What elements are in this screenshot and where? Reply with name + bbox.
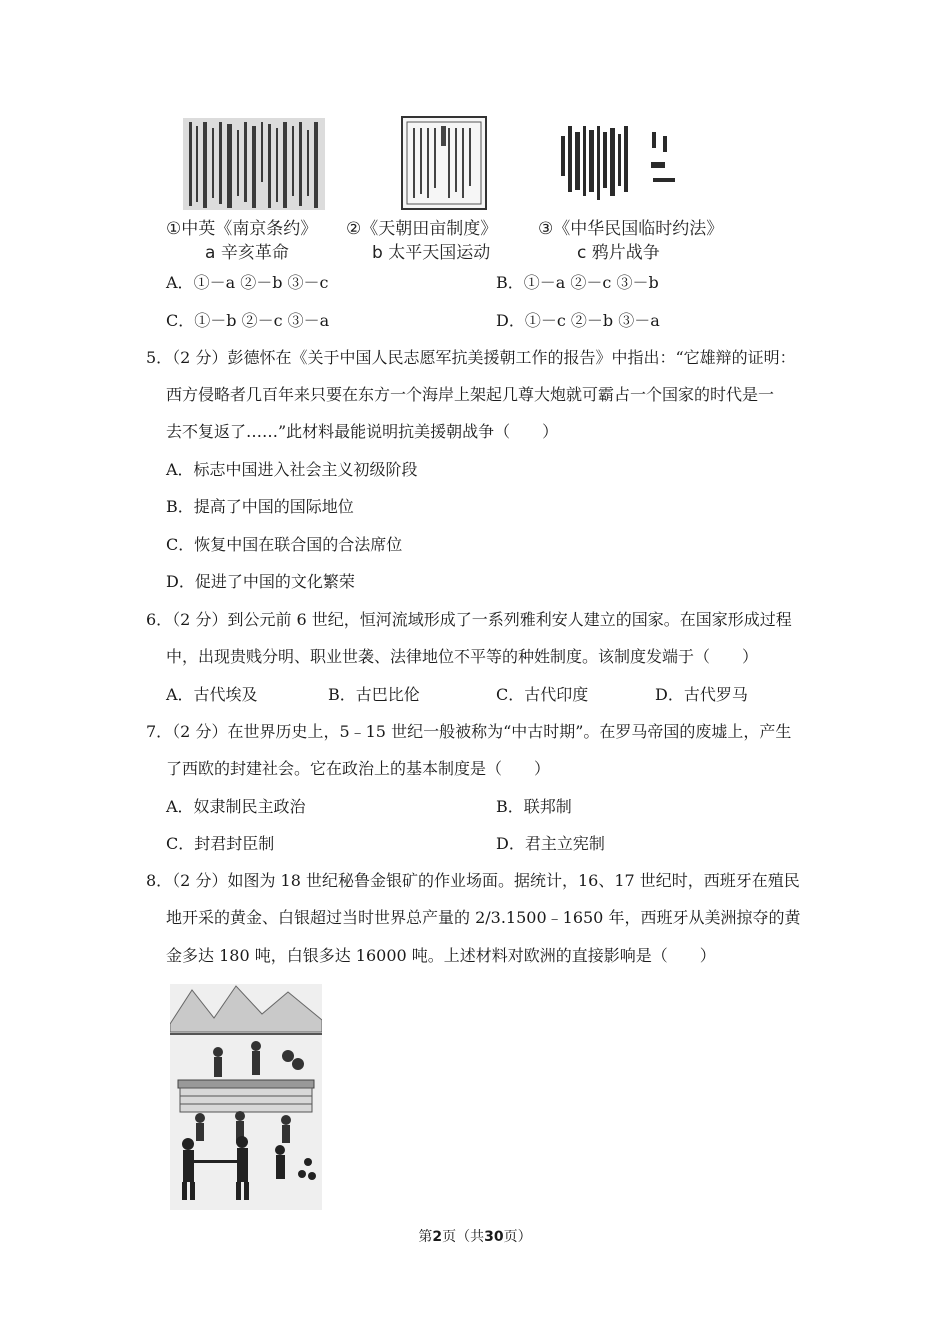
footer-total-pages: 30	[484, 1229, 504, 1245]
q6-option-b: B．古巴比伦	[328, 685, 420, 704]
q5-stem-line-1: 5．（2 分）彭德怀在《关于中国人民志愿军抗美援朝工作的报告》中指出：“它雄辩的证明：	[146, 348, 796, 367]
caption-nanjing-treaty: ①中英《南京条约》	[166, 219, 318, 239]
q5-stem-line-3: 去不复返了……”此材料最能说明抗美援朝战争（ ）	[166, 422, 559, 441]
footer-page-number: 2	[432, 1229, 443, 1245]
q5-stem-line-2: 西方侵略者几百年来只要在东方一个海岸上架起几尊大炮就可霸占一个国家的时代是一	[166, 385, 775, 404]
peru-mine-drawing	[170, 984, 322, 1210]
peru-mine-illustration	[170, 984, 322, 1210]
q6-option-d: D．古代罗马	[655, 685, 748, 704]
q7-option-c: C．封君封臣制	[166, 834, 275, 853]
q7-stem-line-2: 了西欧的封建社会。它在政治上的基本制度是（ ）	[166, 759, 551, 778]
caption-tianchao-tianmu: ②《天朝田亩制度》	[346, 219, 498, 239]
nanjing-treaty-image	[183, 118, 325, 210]
caption-provisional-constitution: ③《中华民国临时约法》	[538, 219, 724, 239]
q5-option-a: A．标志中国进入社会主义初级阶段	[166, 460, 418, 479]
q5-option-c: C．恢复中国在联合国的合法席位	[166, 535, 403, 554]
q7-stem-line-1: 7．（2 分）在世界历史上，5﹣15 世纪一般被称为“中古时期”。在罗马帝国的废墟上，产生	[146, 722, 792, 741]
q8-stem-line-3: 金多达 180 吨，白银多达 16000 吨。上述材料对欧洲的直接影响是（ ）	[166, 946, 716, 965]
event-a: a 辛亥革命	[205, 243, 289, 263]
q4-option-c-letter: C．	[166, 311, 195, 330]
q7-option-a: A．奴隶制民主政治	[166, 797, 306, 816]
q7-option-d: D．君主立宪制	[496, 834, 605, 853]
q4-option-d-letter: D．	[496, 311, 525, 330]
event-c: c 鸦片战争	[577, 243, 660, 263]
q8-stem-line-1: 8．（2 分）如图为 18 世纪秘鲁金银矿的作业场面。据统计，16、17 世纪时，西班牙在殖民	[146, 871, 800, 890]
q4-option-c-text: ①－b ②－c ③－a	[194, 311, 330, 330]
q4-option-b	[496, 273, 659, 293]
q6-option-c: C．古代印度	[496, 685, 589, 704]
provisional-constitution-image	[557, 122, 683, 210]
q5-option-b: B．提高了中国的国际地位	[166, 497, 354, 516]
q6-stem-line-1: 6．（2 分）到公元前 6 世纪，恒河流域形成了一系列雅利安人建立的国家。在国家形成过程	[146, 610, 792, 629]
footer-prefix: 第	[418, 1229, 433, 1245]
q7-option-b: B．联邦制	[496, 797, 572, 816]
q4-option-d	[496, 311, 660, 331]
q4-option-a	[166, 273, 328, 293]
tianchao-tianmu-image	[401, 116, 487, 210]
tianchao-tianmu-scan	[401, 116, 487, 210]
q5-option-d: D．促进了中国的文化繁荣	[166, 572, 355, 591]
page-footer	[0, 1228, 950, 1246]
q4-option-d-text: ①－c ②－b ③－a	[524, 311, 660, 330]
q6-option-a: A．古代埃及	[166, 685, 258, 704]
q6-stem-line-2: 中，出现贵贱分明、职业世袭、法律地位不平等的种姓制度。该制度发端于（ ）	[166, 647, 759, 666]
q4-option-c	[166, 311, 329, 331]
provisional-constitution-scan	[557, 122, 683, 210]
footer-mid: 页（共	[442, 1229, 485, 1245]
q4-option-a-text: ①－a ②－b ③－c	[193, 273, 329, 292]
nanjing-treaty-scan	[183, 118, 325, 210]
footer-suffix: 页）	[503, 1229, 532, 1245]
q4-option-b-letter: B．	[496, 273, 524, 292]
q4-option-b-text: ①－a ②－c ③－b	[523, 273, 659, 292]
q4-option-a-letter: A．	[166, 273, 194, 292]
event-b: b 太平天国运动	[372, 243, 491, 263]
q8-stem-line-2: 地开采的黄金、白银超过当时世界总产量的 2/3.1500﹣1650 年，西班牙从美洲掠夺的黄	[166, 908, 801, 927]
